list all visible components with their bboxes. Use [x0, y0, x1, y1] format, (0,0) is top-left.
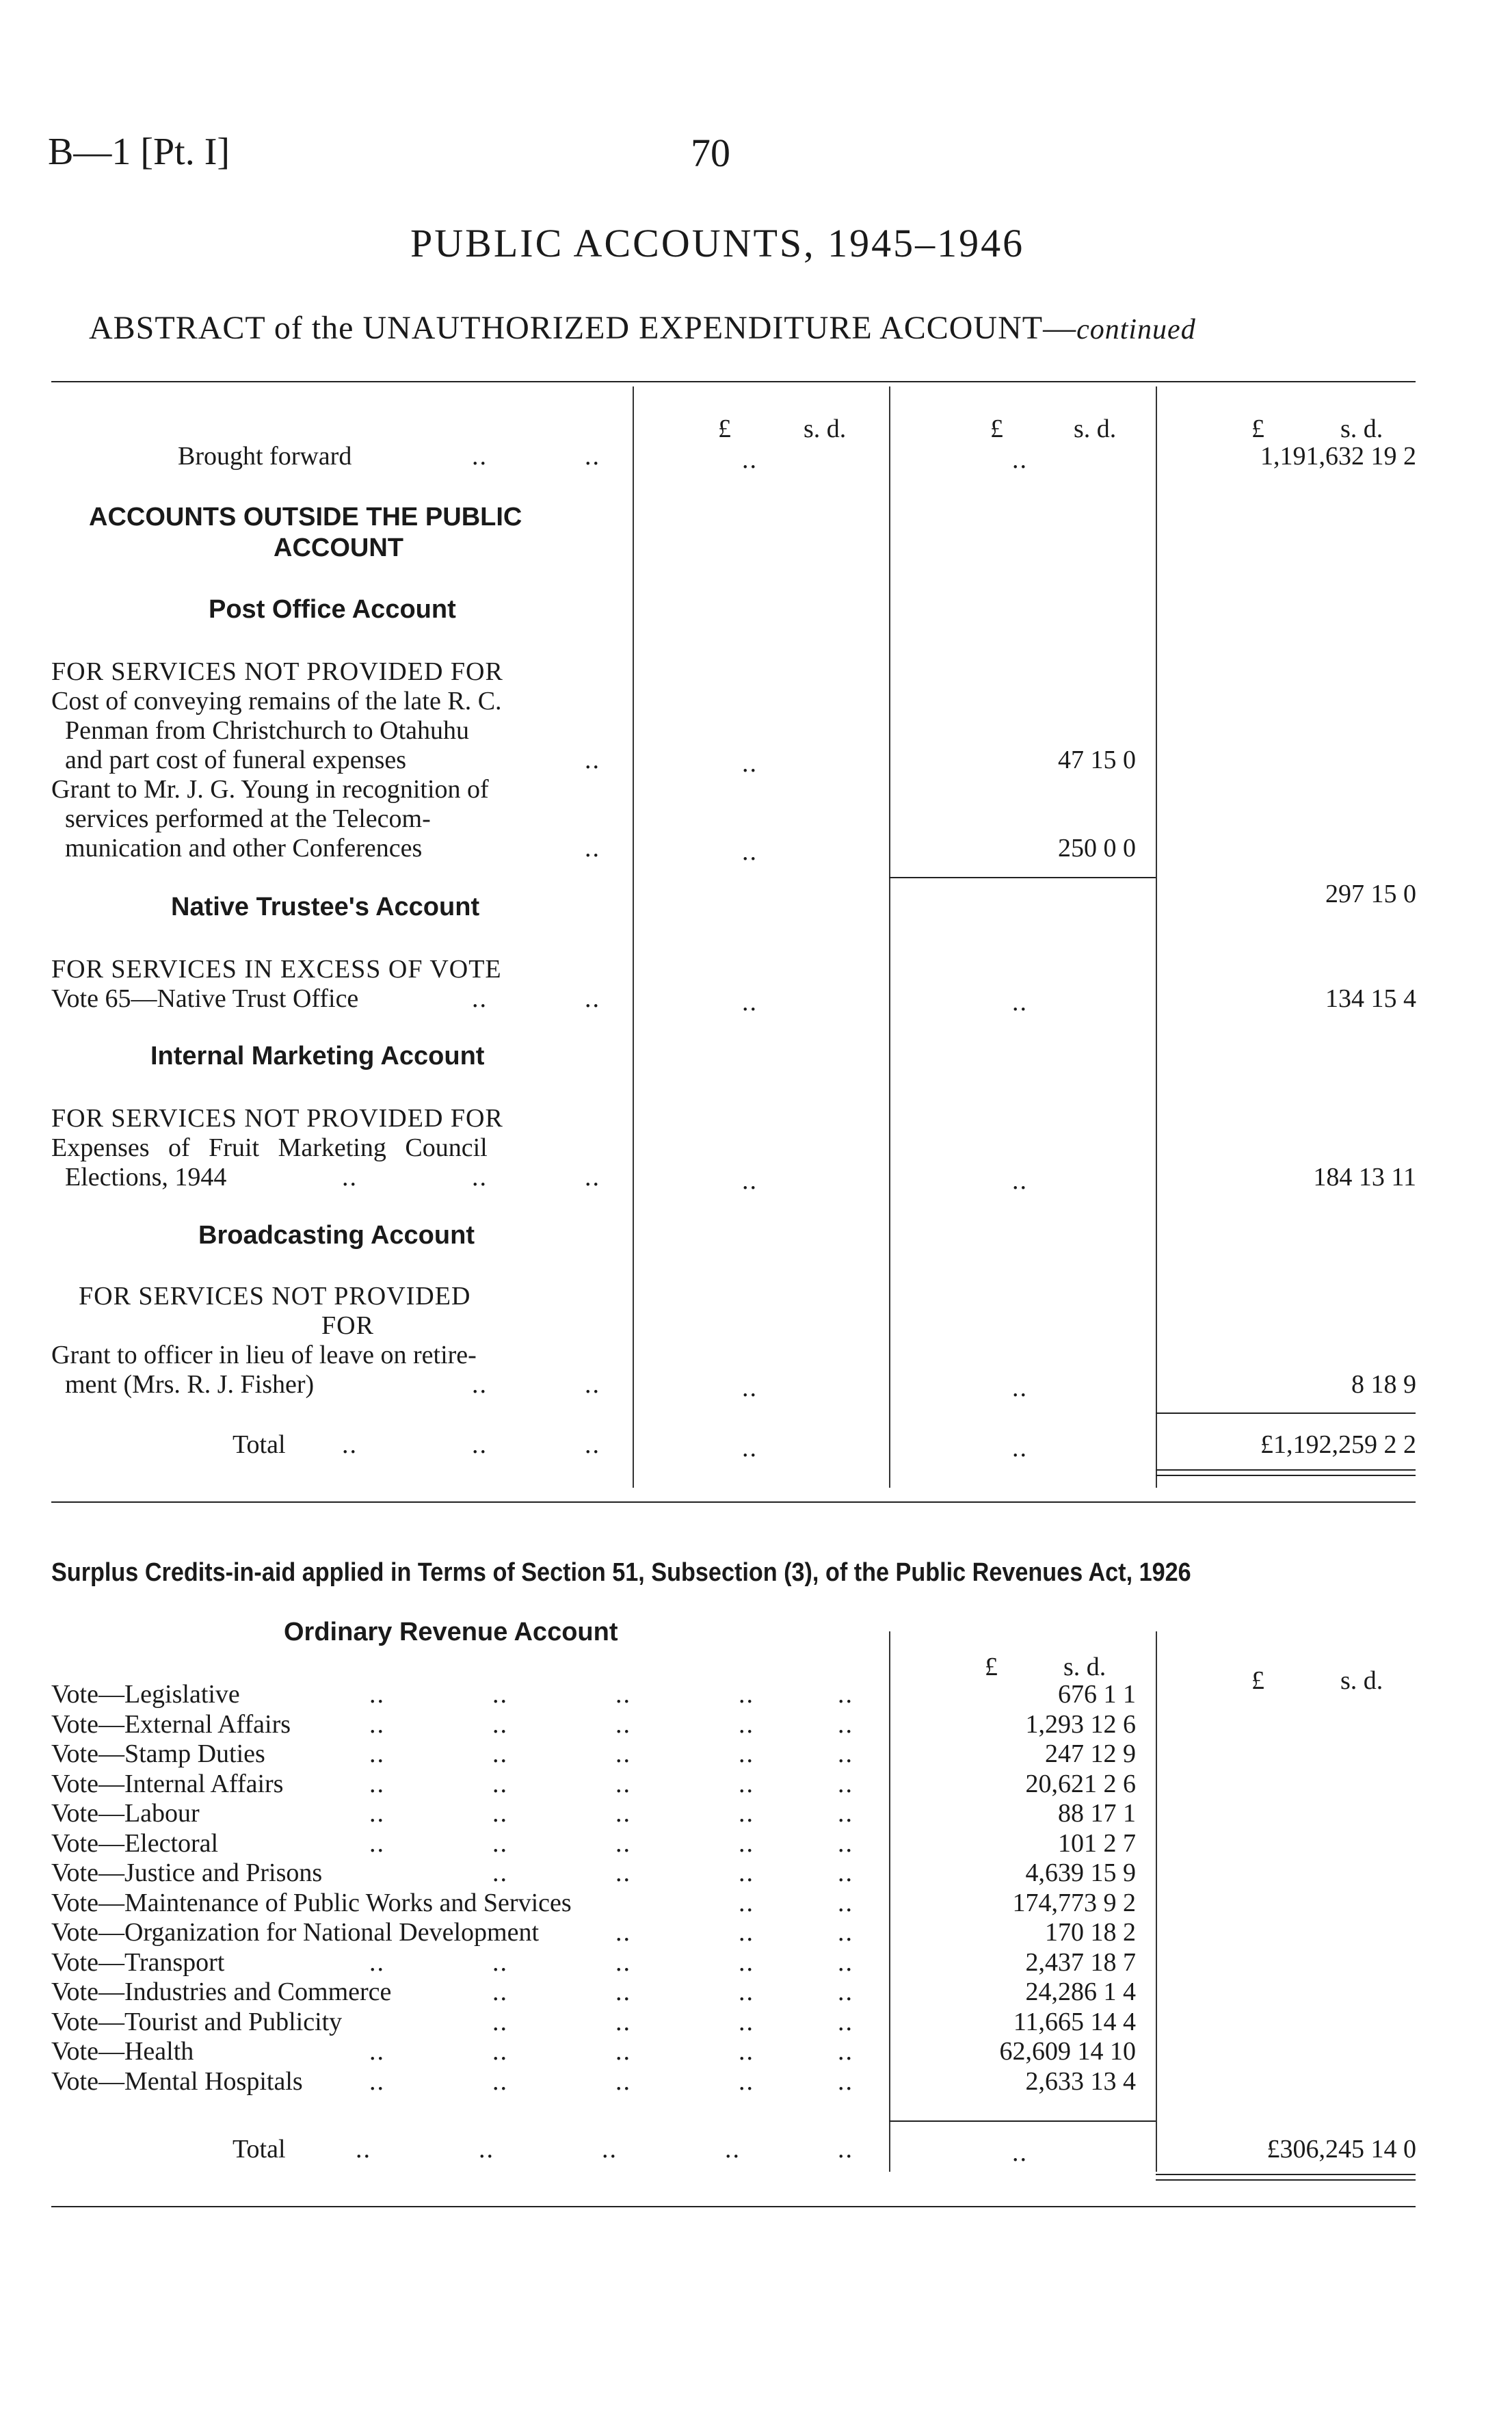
- leader-dots: ..: [742, 749, 758, 778]
- surplus-row-label: Vote—Transport: [51, 1948, 225, 1977]
- total-rule-top: [1156, 1412, 1416, 1414]
- native-trustee-heading: Native Trustee's Account: [171, 893, 480, 921]
- col1-pound-head: £: [718, 415, 731, 443]
- leader-dots: ..: [742, 837, 758, 866]
- leader-dots: ..: [369, 1710, 385, 1739]
- leader-dots: ..: [615, 1799, 631, 1828]
- leader-dots: ..: [838, 1680, 853, 1709]
- leader-dots: ..: [838, 1770, 853, 1798]
- internal-marketing-item-line1: Expenses of Fruit Marketing Council: [51, 1133, 488, 1162]
- col3-pound-head: £: [1251, 415, 1264, 443]
- leader-dots: ..: [838, 1918, 853, 1947]
- leader-dots: ..: [615, 1829, 631, 1858]
- surplus-row-amount: 247 12 9: [1045, 1739, 1136, 1768]
- surplus-row-amount: 174,773 9 2: [1012, 1889, 1136, 1917]
- leader-dots: ..: [838, 1829, 853, 1858]
- leader-dots: ..: [492, 1977, 508, 2006]
- col3-sd-head: s. d.: [1340, 415, 1383, 443]
- leader-dots: ..: [739, 1710, 754, 1739]
- leader-dots: ..: [369, 1770, 385, 1798]
- leader-dots: ..: [1012, 2138, 1028, 2167]
- leader-dots: ..: [472, 1163, 488, 1192]
- leader-dots: ..: [472, 1430, 488, 1459]
- page-title: PUBLIC ACCOUNTS, 1945–1946: [410, 221, 1025, 265]
- subtotal-rule: [889, 877, 1156, 878]
- leader-dots: ..: [615, 1918, 631, 1947]
- leader-dots: ..: [739, 1918, 754, 1947]
- leader-dots: ..: [1012, 988, 1028, 1016]
- leader-dots: ..: [472, 1370, 488, 1399]
- leader-dots: ..: [739, 1889, 754, 1917]
- leader-dots: ..: [615, 1680, 631, 1709]
- column-divider-2: [889, 386, 890, 1488]
- leader-dots: ..: [492, 2037, 508, 2066]
- table-bottom-rule: [51, 1501, 1416, 1503]
- total-rule-double-2: [1156, 1475, 1416, 1476]
- leader-dots: ..: [739, 2008, 754, 2036]
- leader-dots: ..: [492, 2008, 508, 2036]
- surplus-heading: Surplus Credits-in-aid applied in Terms of Section 51, Subsection (3), of the Public Revenues Act, 1926: [51, 1558, 1191, 1587]
- internal-marketing-heading: Internal Marketing Account: [150, 1042, 485, 1070]
- leader-dots: ..: [838, 2037, 853, 2066]
- leader-dots: ..: [585, 984, 600, 1013]
- surplus-row-amount: 676 1 1: [1058, 1680, 1136, 1709]
- leader-dots: ..: [615, 2008, 631, 2036]
- leader-dots: ..: [492, 1739, 508, 1768]
- post-office-item1-line1: Cost of conveying remains of the late R. C.: [51, 687, 502, 715]
- leader-dots: ..: [585, 746, 600, 774]
- leader-dots: ..: [838, 1858, 853, 1887]
- leader-dots: ..: [742, 988, 758, 1016]
- page-subtitle: [89, 309, 1196, 347]
- internal-marketing-category: FOR SERVICES NOT PROVIDED FOR: [51, 1104, 503, 1133]
- internal-marketing-total: 184 13 11: [1313, 1163, 1416, 1192]
- leader-dots: ..: [739, 1858, 754, 1887]
- leader-dots: ..: [739, 1977, 754, 2006]
- post-office-category: FOR SERVICES NOT PROVIDED FOR: [51, 657, 503, 686]
- surplus-row-label: Vote—Mental Hospitals: [51, 2067, 303, 2096]
- internal-marketing-item-line2: Elections, 1944: [65, 1163, 227, 1192]
- leader-dots: ..: [342, 1430, 358, 1459]
- column-divider-3: [1156, 386, 1157, 1488]
- surplus-row-label: Vote—Industries and Commerce: [51, 1977, 392, 2006]
- surplus-col2-pound-head: £: [1251, 1666, 1264, 1695]
- leader-dots: ..: [472, 984, 488, 1013]
- total-rule-double-1: [1156, 1469, 1416, 1471]
- leader-dots: ..: [615, 1948, 631, 1977]
- leader-dots: ..: [585, 442, 600, 471]
- leader-dots: ..: [742, 1374, 758, 1402]
- surplus-row-amount: 88 17 1: [1058, 1799, 1136, 1828]
- surplus-subheading: Ordinary Revenue Account: [284, 1618, 618, 1646]
- grand-total-label: Total: [233, 1430, 286, 1459]
- leader-dots: ..: [369, 2067, 385, 2096]
- broadcasting-item-line2: ment (Mrs. R. J. Fisher): [65, 1370, 315, 1399]
- post-office-item2-line1: Grant to Mr. J. G. Young in recognition of: [51, 775, 489, 804]
- leader-dots: ..: [838, 2067, 853, 2096]
- leader-dots: ..: [615, 1770, 631, 1798]
- surplus-row-amount: 24,286 1 4: [1025, 1977, 1136, 2006]
- broadcasting-category-line2: FOR: [321, 1311, 374, 1340]
- leader-dots: ..: [492, 1680, 508, 1709]
- page-bottom-rule: [51, 2206, 1416, 2207]
- surplus-column-divider-2: [1156, 1631, 1157, 2172]
- leader-dots: ..: [739, 1739, 754, 1768]
- leader-dots: ..: [1012, 1434, 1028, 1462]
- subtitle-main: ABSTRACT of the UNAUTHORIZED EXPENDITURE ACCOUNT—: [89, 310, 1077, 346]
- leader-dots: ..: [369, 1948, 385, 1977]
- leader-dots: ..: [369, 1829, 385, 1858]
- surplus-column-divider-1: [889, 1631, 890, 2172]
- surplus-row-amount: 1,293 12 6: [1025, 1710, 1136, 1739]
- leader-dots: ..: [492, 1948, 508, 1977]
- brought-forward-total: 1,191,632 19 2: [1260, 442, 1416, 471]
- surplus-row-amount: 62,609 14 10: [999, 2037, 1136, 2066]
- leader-dots: ..: [369, 1799, 385, 1828]
- leader-dots: ..: [742, 1434, 758, 1462]
- section-heading-outside: ACCOUNTS OUTSIDE THE PUBLIC: [89, 503, 522, 531]
- leader-dots: ..: [739, 2067, 754, 2096]
- post-office-item2-line3: munication and other Conferences: [65, 834, 423, 863]
- leader-dots: ..: [492, 2067, 508, 2096]
- leader-dots: ..: [615, 1858, 631, 1887]
- col2-pound-head: £: [990, 415, 1003, 443]
- leader-dots: ..: [492, 1770, 508, 1798]
- surplus-row-amount: 4,639 15 9: [1025, 1858, 1136, 1887]
- post-office-item1-amount: 47 15 0: [1058, 746, 1136, 774]
- surplus-row-label: Vote—Stamp Duties: [51, 1739, 265, 1768]
- leader-dots: ..: [1012, 1166, 1028, 1195]
- leader-dots: ..: [342, 1163, 358, 1192]
- surplus-col1-sd-head: s. d.: [1063, 1653, 1106, 1681]
- surplus-total-label: Total: [233, 2135, 286, 2164]
- leader-dots: ..: [369, 1739, 385, 1768]
- leader-dots: ..: [739, 1948, 754, 1977]
- leader-dots: ..: [369, 1680, 385, 1709]
- post-office-heading: Post Office Account: [209, 595, 456, 624]
- native-trustee-category: FOR SERVICES IN EXCESS OF VOTE: [51, 955, 502, 984]
- leader-dots: ..: [838, 1948, 853, 1977]
- leader-dots: ..: [838, 2135, 853, 2164]
- brought-forward-label: Brought forward: [178, 442, 352, 471]
- leader-dots: ..: [472, 442, 488, 471]
- surplus-col2-sd-head: s. d.: [1340, 1666, 1383, 1695]
- leader-dots: ..: [369, 2037, 385, 2066]
- post-office-item2-amount: 250 0 0: [1058, 834, 1136, 863]
- leader-dots: ..: [585, 1370, 600, 1399]
- surplus-row-label: Vote—Electoral: [51, 1829, 219, 1858]
- surplus-total-rule-2: [1156, 2179, 1416, 2181]
- page-number: 70: [691, 131, 730, 175]
- leader-dots: ..: [742, 1166, 758, 1195]
- post-office-item2-line2: services performed at the Telecom-: [65, 804, 431, 833]
- leader-dots: ..: [838, 1739, 853, 1768]
- surplus-row-amount: 101 2 7: [1058, 1829, 1136, 1858]
- post-office-subtotal: 297 15 0: [1325, 880, 1416, 908]
- leader-dots: ..: [585, 834, 600, 863]
- leader-dots: ..: [742, 445, 758, 474]
- grand-total-amount: £1,192,259 2 2: [1260, 1430, 1416, 1459]
- surplus-row-label: Vote—Internal Affairs: [51, 1770, 284, 1798]
- surplus-total-amount: £306,245 14 0: [1266, 2135, 1416, 2164]
- col1-sd-head: s. d.: [804, 415, 847, 443]
- native-trustee-item: Vote 65—Native Trust Office: [51, 984, 359, 1013]
- surplus-row-label: Vote—Maintenance of Public Works and Services: [51, 1889, 572, 1917]
- leader-dots: ..: [725, 2135, 741, 2164]
- leader-dots: ..: [838, 1799, 853, 1828]
- surplus-row-label: Vote—Labour: [51, 1799, 200, 1828]
- leader-dots: ..: [615, 2067, 631, 2096]
- surplus-row-amount: 20,621 2 6: [1025, 1770, 1136, 1798]
- leader-dots: ..: [356, 2135, 371, 2164]
- leader-dots: ..: [739, 2037, 754, 2066]
- leader-dots: ..: [492, 1829, 508, 1858]
- leader-dots: ..: [739, 1829, 754, 1858]
- surplus-row-amount: 2,633 13 4: [1025, 2067, 1136, 2096]
- surplus-row-amount: 170 18 2: [1045, 1918, 1136, 1947]
- leader-dots: ..: [492, 1799, 508, 1828]
- leader-dots: ..: [615, 1710, 631, 1739]
- broadcasting-heading: Broadcasting Account: [198, 1221, 475, 1250]
- leader-dots: ..: [479, 2135, 494, 2164]
- surplus-row-amount: 2,437 18 7: [1025, 1948, 1136, 1977]
- leader-dots: ..: [739, 1799, 754, 1828]
- surplus-row-label: Vote—Health: [51, 2037, 194, 2066]
- leader-dots: ..: [838, 2008, 853, 2036]
- leader-dots: ..: [585, 1430, 600, 1459]
- post-office-item1-line2: Penman from Christchurch to Otahuhu: [65, 716, 470, 745]
- leader-dots: ..: [1012, 1374, 1028, 1402]
- surplus-col1-pound-head: £: [985, 1653, 998, 1681]
- surplus-total-rule-1: [1156, 2174, 1416, 2175]
- surplus-row-label: Vote—External Affairs: [51, 1710, 291, 1739]
- leader-dots: ..: [585, 1163, 600, 1192]
- leader-dots: ..: [739, 1770, 754, 1798]
- native-trustee-total: 134 15 4: [1325, 984, 1416, 1013]
- section-heading-outside-l2: ACCOUNT: [274, 534, 403, 562]
- leader-dots: ..: [615, 1739, 631, 1768]
- leader-dots: ..: [615, 2037, 631, 2066]
- surplus-row-label: Vote—Legislative: [51, 1680, 240, 1709]
- leader-dots: ..: [838, 1710, 853, 1739]
- leader-dots: ..: [838, 1889, 853, 1917]
- col2-sd-head: s. d.: [1074, 415, 1117, 443]
- broadcasting-item-line1: Grant to officer in lieu of leave on retire-: [51, 1341, 477, 1369]
- broadcasting-total: 8 18 9: [1351, 1370, 1416, 1399]
- surplus-row-label: Vote—Tourist and Publicity: [51, 2008, 343, 2036]
- table-top-rule: [51, 381, 1416, 382]
- leader-dots: ..: [1012, 445, 1028, 474]
- document-reference: B—1 [Pt. I]: [48, 131, 230, 173]
- surplus-row-label: Vote—Justice and Prisons: [51, 1858, 323, 1887]
- column-divider-1: [633, 386, 634, 1488]
- leader-dots: ..: [492, 1710, 508, 1739]
- surplus-row-amount: 11,665 14 4: [1013, 2008, 1136, 2036]
- leader-dots: ..: [739, 1680, 754, 1709]
- surplus-subtotal-rule: [889, 2120, 1156, 2122]
- leader-dots: ..: [492, 1858, 508, 1887]
- leader-dots: ..: [602, 2135, 618, 2164]
- subtitle-continued: continued: [1076, 314, 1196, 345]
- leader-dots: ..: [838, 1977, 853, 2006]
- broadcasting-category-line1: FOR SERVICES NOT PROVIDED: [79, 1282, 471, 1311]
- surplus-row-label: Vote—Organization for National Development: [51, 1918, 540, 1947]
- leader-dots: ..: [615, 1977, 631, 2006]
- post-office-item1-line3: and part cost of funeral expenses: [65, 746, 407, 774]
